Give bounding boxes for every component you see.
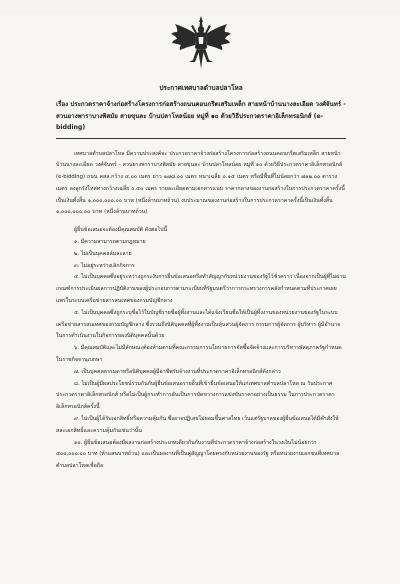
subject-line [56,99,346,134]
document-page [0,14,400,584]
list-item: ๑๐. ผู้ยื่นข้อเสนอต้องมีผลงานก่อสร้างประเภทเดียวกันกับงานที่ประกวดราคาจ้างก่อสร้างในวงเงินไม่น้อยกว่า ๕๐๐,๐๐๐.๐๐ บาท (ห้าแสนบาทถ้วน) และเป็นผลงานที่เป็นคู่สัญญาโดยตรงกับหน่วยงานของรัฐ หรือหน่วยงานเอกชนที่เทศบาลตำบลปลาโหลเชื่อถือ [56,439,340,470]
list-item: ๓. ไม่อยู่ระหว่างเลิกกิจการ [74,262,135,269]
subject-text: ประกวดราคาจ้างก่อสร้างโครงการก่อสร้างถนนคอนกรีตเสริมเหล็ก สายหน้าบ้านนางละเอียด วงศ์จันทร์ - สวนยางพาราบางพิสมัย สายขุนละ บ้านปลาโหลน้อย หมู่ที่ ๑๐ ด้วยวิธีประกวดราคาอิเล็กทรอนิกส์ (e-bidding) [56,101,346,131]
list-item: ๕. ไม่เป็นบุคคลซึ่งถูกระบุชื่อไว้ในบัญชีรายชื่อผู้ทิ้งงานและได้แจ้งเวียนชื่อให้เป็นผู้ทิ้งงานของหน่วยงานของรัฐในระบบเครือข่ายสารสนเทศของกรมบัญชีกลาง ซึ่งรวมถึงนิติบุคคลที่ผู้ทิ้งงานเป็นหุ้นส่วนผู้จัดการ กรรมการผู้จัดการ ผู้บริหาร ผู้มีอำนาจในการดำเนินงานในกิจการของนิติบุคคลนั้นด้วย [56,309,341,340]
qualifications-list [56,237,346,473]
organization-title: ประกาศเทศบาลตำบลปลาโหล [159,84,243,92]
list-item: ๙. ไม่เป็นผู้ได้รับเอกสิทธิ์หรือความคุ้มกัน ซึ่งอาจปฏิเสธไม่ยอมขึ้นศาลไทย เว้นแต่รัฐบาลของผู้ยื่นข้อเสนอได้มีคำสั่งให้สละเอกสิทธิ์และความคุ้มกันเช่นว่านั้น [56,416,339,434]
qualifications-heading: ผู้ยื่นข้อเสนอจะต้องมีคุณสมบัติ ดังต่อไปนี้ [74,227,168,234]
list-item: ๘. ไม่เป็นผู้มีผลประโยชน์ร่วมกันกับผู้ยื่นข้อเสนอรายอื่นที่เข้ายื่นข้อเสนอให้แก่เทศบาลตำบลปลาโหล ณ วันประกาศประกวดราคาอิเล็กทรอนิกส์ หรือไม่เป็นผู้กระทำการอันเป็นการขัดขวางการแข่งขันราคาอย่างเป็นธรรม ในการประกวดราคาอิเล็กทรอนิกส์ครั้งนี้ [56,380,335,411]
intro-paragraph: เทศบาลตำบลปลาโหล มีความประสงค์จะ ประกวดราคาจ้างก่อสร้างโครงการก่อสร้างถนนคอนกรีตเสริมเหล็ก สายหน้าบ้านนางละเอียด วงศ์จันทร์ - สวนยางพาราบางพิสมัย สายขุนละ บ้านปลาโหลน้อย หมู่ที่ ๑๐ ด้วยวิธีประกวดราคาอิเล็กทรอนิกส์ (e-bidding) ถนน คสล.กว้าง ๔.๐๐ เมตร ยาว ๑๗๘.๐๐ เมตร หนาเฉลี่ย ๐.๑๕ เมตร หรือมีพื้นที่ไม่น้อยกว่า ๗๑๒.๐๐ ตารางเมตร ลงลูกรังไหล่ทางกว้างเฉลี่ย ๐.๕๐ เมตร รายละเอียดตามเอกสารแนบ ราคากลางของงานก่อสร้างในการประกวดราคาครั้งนี้เป็นเงินทั้งสิ้น ๑,๐๐๐,๐๐๐.๐๐ บาท (หนึ่งล้านบาทถ้วน) งบประมาณของงานก่อสร้างในการประกวดราคาครั้งนี้เป็นเงินทั้งสิ้น ๑,๐๐๐,๐๐๐.๐๐ บาท (หนึ่งล้านบาทถ้วน) [56,150,345,216]
list-item: ๖. มีคุณสมบัติและไม่มีลักษณะต้องห้ามตามที่คณะกรรมการนโยบายการจัดซื้อจัดจ้างและการบริหารพัสดุภาครัฐกำหนดในราชกิจจานุเบกษา [56,345,342,364]
garuda-emblem-icon [169,14,233,72]
list-item: ๑. มีความสามารถตามกฎหมาย [74,239,146,246]
list-item: ๗. เป็นบุคคลธรรมดาหรือนิติบุคคลผู้มีอาชีพรับจ้างงานที่ประกวดราคาอิเล็กทรอนิกส์ดังกล่าว [74,368,281,375]
list-item: ๒. ไม่เป็นบุคคลล้มละลาย [74,250,132,257]
list-item: ๔. ไม่เป็นบุคคลซึ่งอยู่ระหว่างถูกระงับการยื่นข้อเสนอหรือทำสัญญากับหน่วยงานของรัฐไว้ชั่วคราว เนื่องจากเป็นผู้ที่ไม่ผ่านเกณฑ์การประเมินผลการปฏิบัติงานของผู้ประกอบการตามระเบียบที่รัฐมนตรีว่าการกระทรวงการคลังกำหนดตามที่ประกาศเผยแพร่ในระบบเครือข่ายสารสนเทศของกรมบัญชีกลาง [56,274,346,305]
divider [56,138,346,139]
subject-label: เรื่อง [56,101,69,108]
